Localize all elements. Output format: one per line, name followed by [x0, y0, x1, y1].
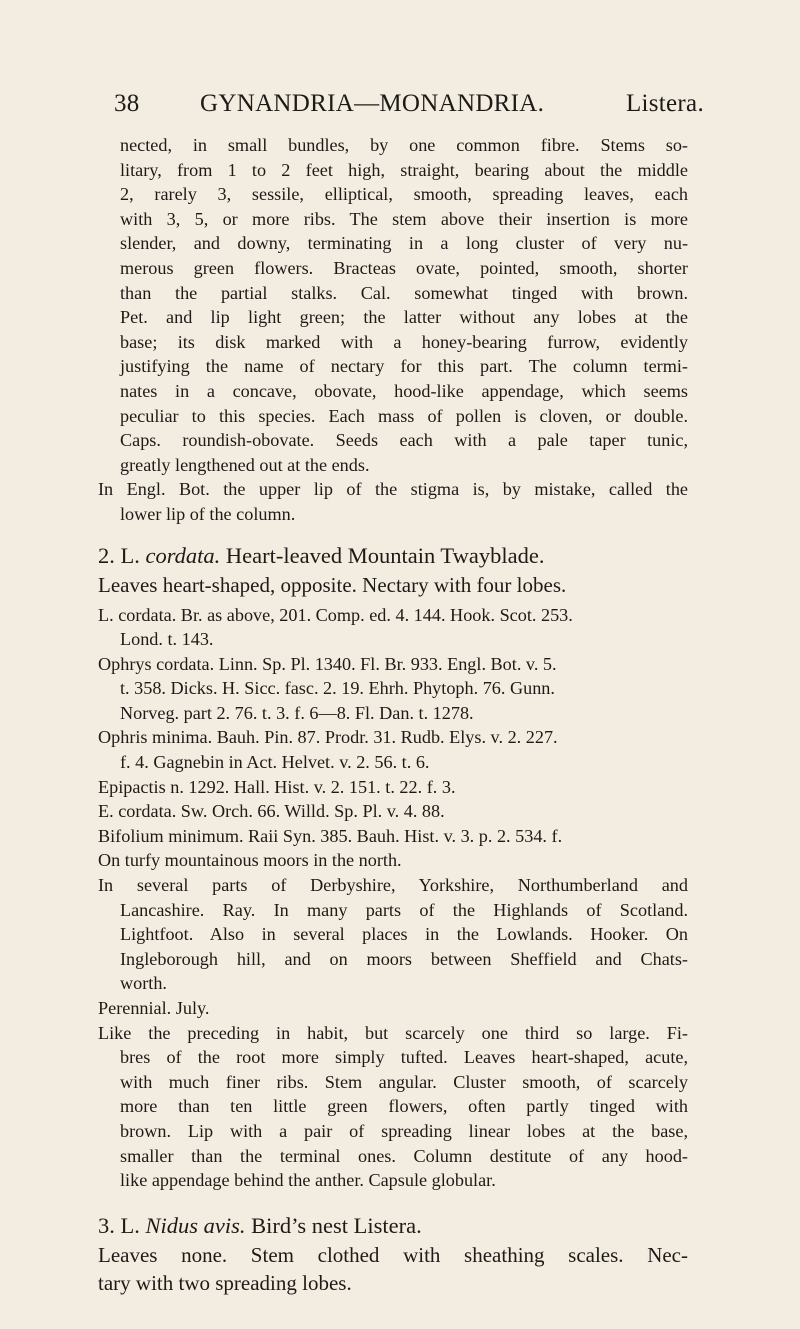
- text-line: nected, in small bundles, by one common fibre. Stems so-: [120, 135, 688, 155]
- synonym-line: Ophrys cordata. Linn. Sp. Pl. 1340. Fl. Br. 933. Engl. Bot. v. 5.: [98, 653, 557, 674]
- species-common-name: Heart-leaved Mountain Twayblade.: [225, 542, 545, 568]
- text-line: with much finer ribs. Stem angular. Cluster smooth, of scarcely: [120, 1071, 688, 1092]
- synonym-line: L. cordata. Br. as above, 201. Comp. ed. 4. 144. Hook. Scot. 253.: [98, 604, 573, 625]
- text-line: 2, rarely 3, sessile, elliptical, smooth, spreading leaves, each: [120, 184, 688, 205]
- text-line: Like the preceding in habit, but scarcely one third so large. Fi-: [98, 1022, 688, 1043]
- species-latin-name: Nidus avis.: [145, 1212, 246, 1238]
- synonym-line: f. 4. Gagnebin in Act. Helvet. v. 2. 56. t. 6.: [120, 752, 430, 773]
- text-line: smaller than the terminal ones. Column destitute of any hood-: [120, 1145, 688, 1166]
- synonym-line: t. 358. Dicks. H. Sicc. fasc. 2. 19. Ehrh. Phytoph. 76. Gunn.: [120, 678, 555, 699]
- synonym-line: Epipactis n. 1292. Hall. Hist. v. 2. 151. t. 22. f. 3.: [98, 776, 456, 797]
- text-line: peculiar to this species. Each mass of pollen is cloven, or double.: [120, 405, 688, 426]
- text-line: with 3, 5, or more ribs. The stem above their insertion is more: [120, 208, 688, 229]
- text-line: In several parts of Derbyshire, Yorkshire, Northumberland and: [98, 875, 688, 896]
- text-line: In Engl. Bot. the upper lip of the stigma is, by mistake, called the: [98, 479, 688, 500]
- species-number: 2. L.: [98, 542, 140, 568]
- text-line: than the partial stalks. Cal. somewhat tinged with brown.: [120, 282, 688, 303]
- genus-title: Listera.: [625, 90, 704, 117]
- text-line: like appendage behind the anther. Capsule globular.: [120, 1170, 496, 1191]
- text-line: merous green flowers. Bracteas ovate, pointed, smooth, shorter: [120, 257, 688, 278]
- text-line: Lancashire. Ray. In many parts of the Highlands of Scotland.: [120, 899, 688, 920]
- synonym-line: E. cordata. Sw. Orch. 66. Willd. Sp. Pl. v. 4. 88.: [98, 801, 445, 822]
- synonym-line: Norveg. part 2. 76. t. 3. f. 6—8. Fl. Dan. t. 1278.: [120, 702, 474, 723]
- species-latin-name: cordata.: [145, 542, 221, 568]
- text-line: tary with two spreading lobes.: [98, 1270, 352, 1295]
- page-body: [98, 133, 688, 1297]
- localities: [98, 873, 688, 996]
- synonym-list: [98, 603, 688, 849]
- text-line: lower lip of the column.: [120, 503, 296, 524]
- text-line: justifying the name of nectary for this part. The column termi-: [120, 356, 688, 377]
- text-line: Caps. roundish-obovate. Seeds each with a pale taper tunic,: [120, 430, 688, 451]
- species-common-name: Bird’s nest Listera.: [251, 1212, 422, 1238]
- text-line: Lightfoot. Also in several places in the Lowlands. Hooker. On: [120, 924, 688, 945]
- species-number: 3. L.: [98, 1212, 140, 1238]
- text-line: Ingleborough hill, and on moors between Sheffield and Chats-: [120, 948, 688, 969]
- text-line: Leaves none. Stem clothed with sheathing scales. Nec-: [98, 1242, 688, 1267]
- section-title: GYNANDRIA—MONANDRIA.: [200, 90, 545, 117]
- species-diagnosis: [98, 1241, 688, 1297]
- synonym-line: Ophris minima. Bauh. Pin. 87. Prodr. 31. Rudb. Elys. v. 2. 227.: [98, 727, 558, 748]
- synonym-line: Bifolium minimum. Raii Syn. 385. Bauh. Hist. v. 3. p. 2. 534. f.: [98, 825, 563, 846]
- text-line: Pet. and lip light green; the latter without any lobes at the: [120, 307, 688, 328]
- species-diagnosis: Leaves heart-shaped, opposite. Nectary with four lobes.: [98, 572, 567, 597]
- text-line: more than ten little green flowers, often partly tinged with: [120, 1096, 688, 1117]
- page-number: 38: [114, 90, 140, 117]
- intro-paragraph: [98, 133, 688, 527]
- text-line: nates in a concave, obovate, hood-like appendage, which seems: [120, 380, 688, 401]
- text-line: litary, from 1 to 2 feet high, straight, bearing about the middle: [120, 159, 688, 180]
- text-line: brown. Lip with a pair of spreading linear lobes at the base,: [120, 1120, 688, 1141]
- species-heading: [98, 1211, 688, 1241]
- text-line: base; its disk marked with a honey-bearing furrow, evidently: [120, 331, 688, 352]
- synonym-line: Lond. t. 143.: [120, 629, 214, 650]
- text-line: worth.: [120, 973, 167, 994]
- text-line: bres of the root more simply tufted. Leaves heart-shaped, acute,: [120, 1047, 688, 1068]
- duration: Perennial. July.: [98, 998, 210, 1018]
- text-line: greatly lengthened out at the ends.: [120, 454, 370, 475]
- species-heading: [98, 541, 688, 571]
- description: [98, 1021, 688, 1193]
- habitat: On turfy mountainous moors in the north.: [98, 850, 402, 871]
- text-line: slender, and downy, terminating in a long cluster of very nu-: [120, 233, 688, 254]
